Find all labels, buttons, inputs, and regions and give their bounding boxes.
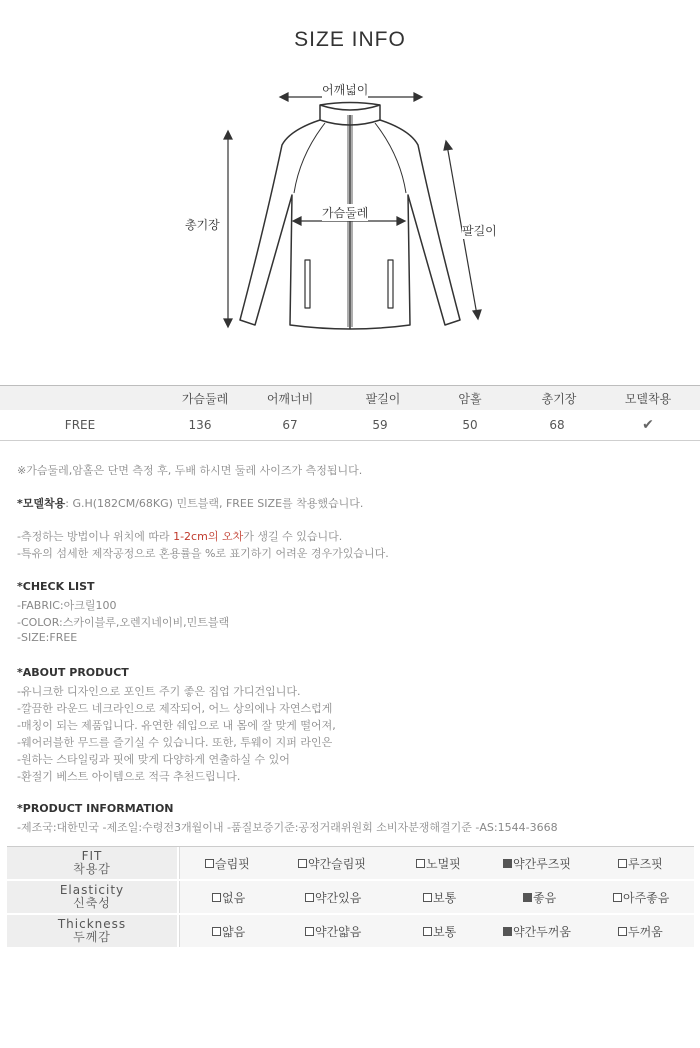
checkbox-icon bbox=[305, 927, 314, 936]
model-text: : G.H(182CM/68KG) 민트블랙, FREE SIZE를 착용했습니다. bbox=[65, 497, 364, 510]
elasticity-option-none: 없음 bbox=[212, 881, 245, 913]
checkbox-icon bbox=[205, 859, 214, 868]
fit-label bbox=[7, 847, 177, 879]
check-list-title: *CHECK LIST bbox=[17, 580, 95, 593]
size-cell: FREE bbox=[64, 418, 96, 432]
header-shoulder: 어깨너비 bbox=[266, 391, 314, 406]
error-prefix: -측정하는 방법이나 위치에 따라 bbox=[17, 530, 174, 543]
checkbox-icon bbox=[212, 893, 221, 902]
fabric-note: -특유의 섬세한 제작공정으로 혼용률을 %로 표기하기 어려운 경우가있습니다. bbox=[17, 547, 389, 560]
checkbox-icon bbox=[423, 893, 432, 902]
checkbox-checked-icon bbox=[503, 859, 512, 868]
chest-cell: 136 bbox=[188, 418, 212, 432]
checkbox-icon bbox=[212, 927, 221, 936]
error-note bbox=[17, 528, 342, 544]
sleeve-cell: 59 bbox=[372, 418, 388, 432]
armhole-cell: 50 bbox=[462, 418, 478, 432]
about-item: -매칭이 되는 제품입니다. 유연한 쉐입으로 내 몸에 잘 맞게 떨어져, bbox=[17, 719, 336, 732]
size-table bbox=[0, 385, 700, 441]
error-highlight: 1-2cm의 오차 bbox=[173, 530, 244, 543]
checkbox-checked-icon bbox=[503, 927, 512, 936]
thickness-label-ko: 두께감 bbox=[73, 930, 111, 944]
thickness-options bbox=[179, 915, 694, 947]
fit-label-ko: 착용감 bbox=[73, 862, 111, 876]
checkbox-icon bbox=[618, 927, 627, 936]
size-table-header bbox=[0, 385, 700, 410]
header-chest: 가슴둘레 bbox=[181, 391, 229, 406]
thickness-option-thin: 얇음 bbox=[212, 915, 245, 947]
shoulder-label: 어깨넓이 bbox=[322, 83, 369, 97]
fit-row bbox=[7, 847, 694, 881]
model-note bbox=[17, 495, 363, 511]
chest-label: 가슴둘레 bbox=[322, 206, 369, 220]
fit-option-slightly-slim: 약간슬림핏 bbox=[298, 847, 366, 879]
elasticity-option-very-good: 아주좋음 bbox=[613, 881, 669, 913]
thickness-option-slightly-thick: 약간두꺼움 bbox=[503, 915, 571, 947]
header-sleeve: 팔길이 bbox=[365, 391, 401, 406]
thickness-option-normal: 보통 bbox=[423, 915, 456, 947]
fit-table bbox=[7, 846, 694, 949]
length-label: 총기장 bbox=[185, 218, 220, 232]
sleeve-label: 팔길이 bbox=[462, 224, 497, 238]
shoulder-cell: 67 bbox=[282, 418, 298, 432]
check-item: -COLOR:스카이블루,오렌지네이비,민트블랙 bbox=[17, 616, 230, 629]
page-title: SIZE INFO bbox=[294, 28, 406, 51]
checkbox-icon bbox=[298, 859, 307, 868]
elasticity-option-good: 좋음 bbox=[523, 881, 556, 913]
about-item: -깔끔한 라운드 네크라인으로 제작되어, 어느 상의에나 자연스럽게 bbox=[17, 702, 333, 715]
elasticity-label-ko: 신축성 bbox=[73, 896, 111, 910]
header-model: 모델착용 bbox=[624, 391, 672, 406]
thickness-label-en: Thickness bbox=[57, 917, 127, 931]
fit-option-loose: 루즈핏 bbox=[618, 847, 663, 879]
info-title: *PRODUCT INFORMATION bbox=[17, 802, 174, 815]
header-armhole: 암홀 bbox=[458, 391, 482, 406]
header-length: 총기장 bbox=[541, 391, 577, 406]
elasticity-option-normal: 보통 bbox=[423, 881, 456, 913]
thickness-row bbox=[7, 915, 694, 949]
fit-options bbox=[179, 847, 694, 879]
checkbox-icon bbox=[613, 893, 622, 902]
about-title: *ABOUT PRODUCT bbox=[17, 666, 129, 679]
checkbox-icon bbox=[618, 859, 627, 868]
elasticity-label-en: Elasticity bbox=[59, 883, 125, 897]
elasticity-row bbox=[7, 881, 694, 915]
about-item: -웨어러블한 무드를 즐기실 수 있습니다. 또한, 투웨이 지퍼 라인은 bbox=[17, 736, 333, 749]
length-cell: 68 bbox=[549, 418, 565, 432]
elasticity-options bbox=[179, 881, 694, 913]
measure-note: ※가슴둘레,암홀은 단면 측정 후, 두배 하시면 둘레 사이즈가 측정됩니다. bbox=[17, 464, 363, 477]
checkbox-icon bbox=[416, 859, 425, 868]
check-item: -SIZE:FREE bbox=[17, 631, 78, 644]
table-row bbox=[0, 410, 700, 441]
fit-option-slim: 슬림핏 bbox=[205, 847, 250, 879]
fit-label-en: FIT bbox=[81, 849, 103, 863]
info-text: -제조국:대한민국 -제조일:수령전3개월이내 -품질보증기준:공정거래위원회 소비자분쟁해결기준 -AS:1544-3668 bbox=[17, 821, 558, 834]
check-item: -FABRIC:아크릴100 bbox=[17, 599, 117, 612]
checkbox-checked-icon bbox=[523, 893, 532, 902]
elasticity-label bbox=[7, 881, 177, 913]
checkbox-icon bbox=[423, 927, 432, 936]
check-icon: ✔ bbox=[642, 417, 654, 433]
size-diagram bbox=[160, 75, 540, 345]
about-item: -환절기 베스트 아이템으로 적극 추천드립니다. bbox=[17, 770, 241, 783]
fit-option-slightly-loose: 약간루즈핏 bbox=[503, 847, 571, 879]
error-suffix: 가 생길 수 있습니다. bbox=[243, 530, 343, 543]
about-item: -원하는 스타일링과 핏에 맞게 다양하게 연출하실 수 있어 bbox=[17, 753, 290, 766]
thickness-label bbox=[7, 915, 177, 947]
fit-option-normal: 노멀핏 bbox=[416, 847, 461, 879]
model-label: *모델착용 bbox=[17, 497, 66, 510]
thickness-option-slightly-thin: 약간얇음 bbox=[305, 915, 361, 947]
thickness-option-thick: 두꺼움 bbox=[618, 915, 663, 947]
about-item: -유니크한 디자인으로 포인트 주기 좋은 집업 가디건입니다. bbox=[17, 685, 301, 698]
elasticity-option-some: 약간있음 bbox=[305, 881, 361, 913]
checkbox-icon bbox=[305, 893, 314, 902]
